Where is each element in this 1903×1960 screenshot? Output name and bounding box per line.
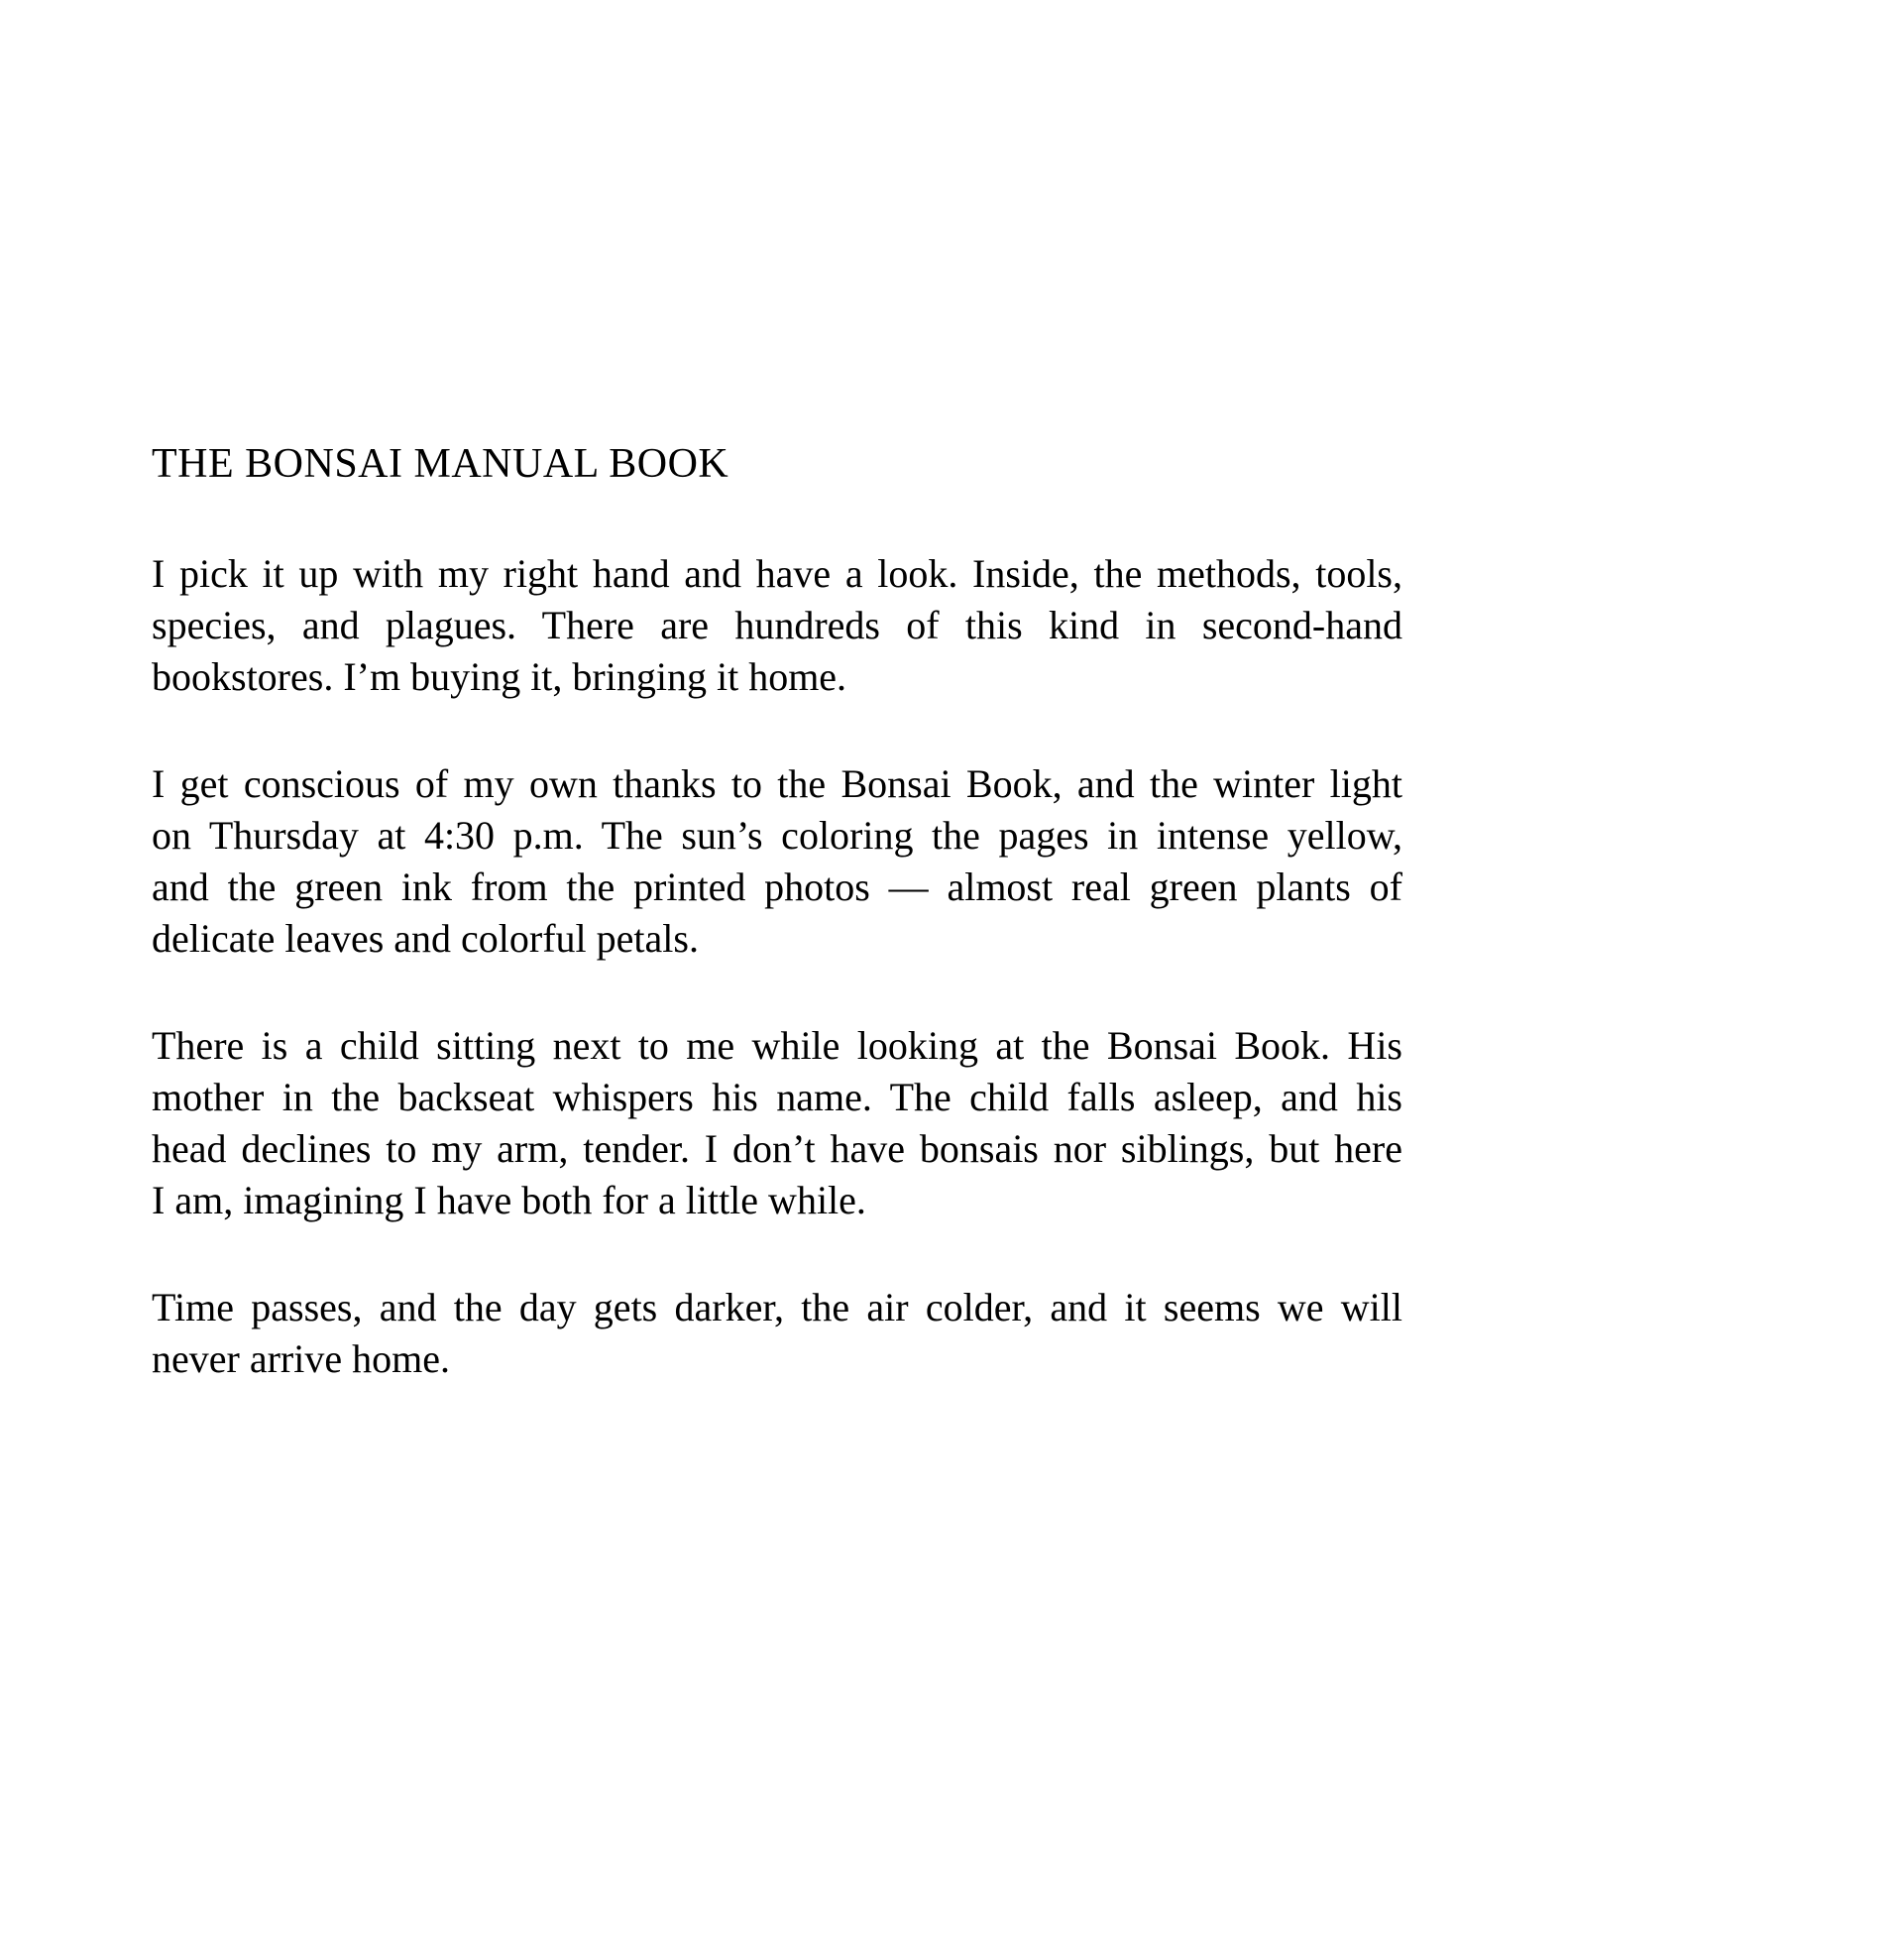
text-line: never arrive home. xyxy=(152,1336,450,1381)
text-line: species, and plagues. There are hundreds of this kind in second-hand xyxy=(152,603,1402,647)
text-line: on Thursday at 4:30 p.m. The sun’s coloring the pages in intense yellow, xyxy=(152,813,1402,858)
text-block xyxy=(152,438,1402,1385)
text-line: I am, imagining I have both for a little while. xyxy=(152,1178,866,1222)
text-line: mother in the backseat whispers his name. The child falls asleep, and his xyxy=(152,1075,1402,1119)
text-line: and the green ink from the printed photos — almost real green plants of xyxy=(152,865,1402,909)
paragraph xyxy=(152,548,1402,703)
paragraphs-container xyxy=(152,548,1402,1385)
text-line: I pick it up with my right hand and have a look. Inside, the methods, tools, xyxy=(152,551,1402,596)
paragraph xyxy=(152,758,1402,965)
text-line: There is a child sitting next to me while looking at the Bonsai Book. His xyxy=(152,1023,1402,1068)
text-line: Time passes, and the day gets darker, the air colder, and it seems we will xyxy=(152,1285,1402,1329)
paragraph xyxy=(152,1020,1402,1226)
document-title: THE BONSAI MANUAL BOOK xyxy=(152,441,729,487)
text-line: bookstores. I’m buying it, bringing it home. xyxy=(152,654,847,699)
text-line: delicate leaves and colorful petals. xyxy=(152,916,699,961)
text-line: I get conscious of my own thanks to the Bonsai Book, and the winter light xyxy=(152,761,1402,806)
text-line: head declines to my arm, tender. I don’t have bonsais nor siblings, but here xyxy=(152,1126,1402,1171)
paragraph xyxy=(152,1282,1402,1385)
